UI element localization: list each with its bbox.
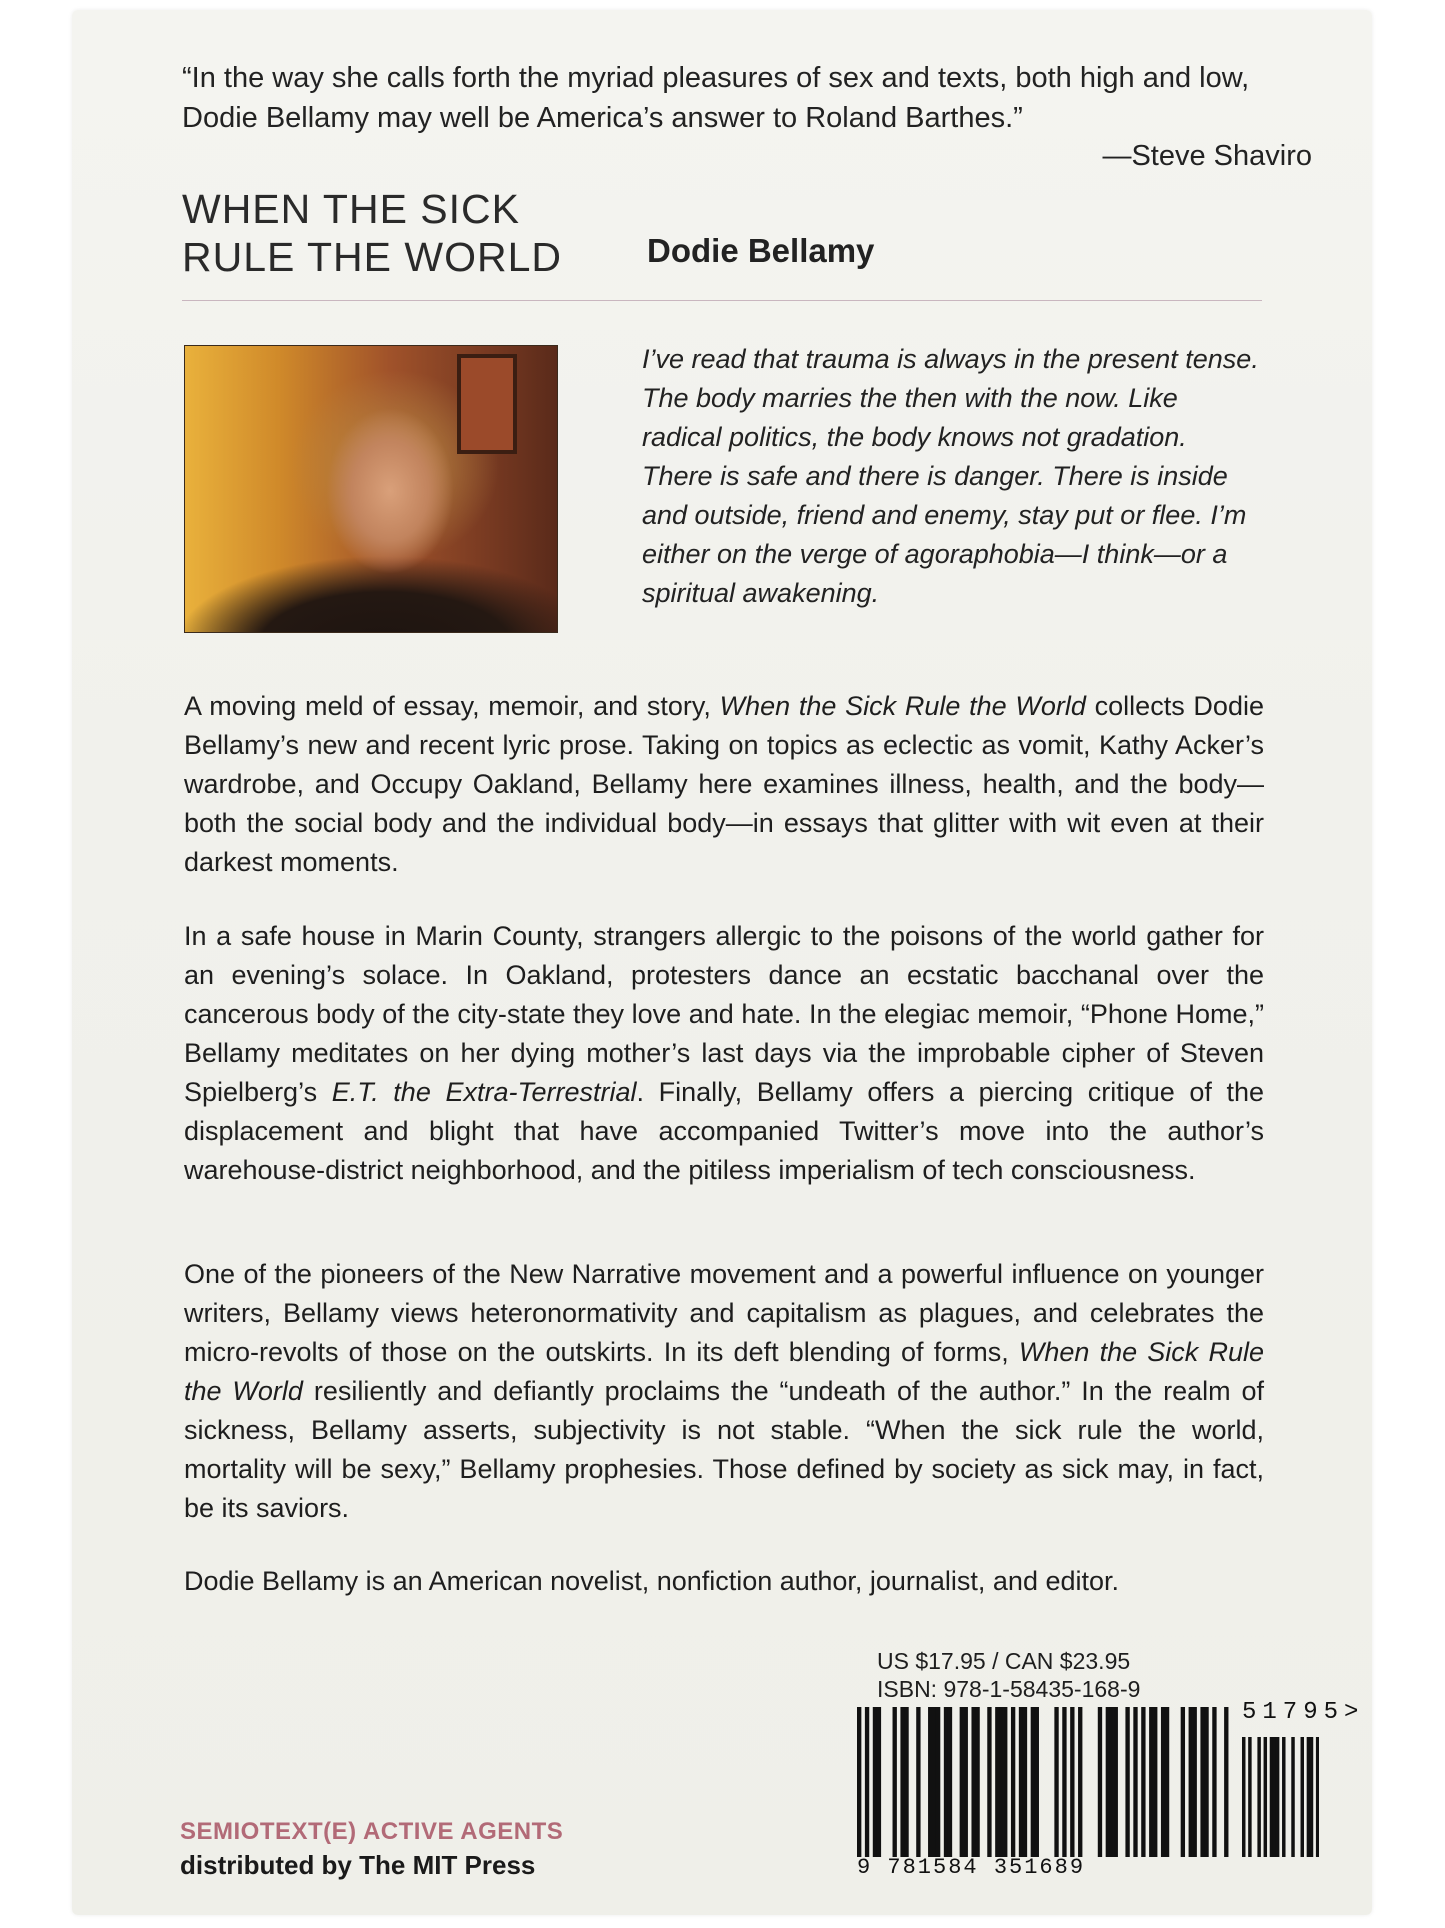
- barcode-main-bar: [1003, 1707, 1007, 1857]
- barcode-main-bar: [1110, 1707, 1114, 1857]
- barcode-main-bar: [975, 1707, 979, 1857]
- barcode-main-bar: [1098, 1707, 1102, 1857]
- distributor-line: distributed by The MIT Press: [180, 1850, 536, 1880]
- price-block: [877, 1647, 1140, 1703]
- barcode-main-bar: [1062, 1707, 1066, 1857]
- barcode-main-bar: [960, 1707, 964, 1857]
- description-paragraph-2: [184, 917, 1264, 1190]
- barcode-addon-bar: [1257, 1737, 1260, 1857]
- barcode-main-bar: [1165, 1707, 1169, 1857]
- barcode-main-bar: [857, 1707, 861, 1857]
- barcode-main-bar: [893, 1707, 897, 1857]
- author-name: Dodie Bellamy: [647, 232, 875, 269]
- barcode-main-bar: [971, 1707, 975, 1857]
- barcode-addon-bar: [1276, 1737, 1279, 1857]
- barcode-main-bar: [865, 1707, 869, 1857]
- p2-text-a: In a safe house in Marin County, strangers allergic to the poisons of the world gather for an evening’s solace. In Oakland, protesters dance an ecstatic bacchanal over the cancerous body of the city-state they love and hate. In the elegiac memoir, “Phone Home,” Bellamy meditates on her dying mother’s last days via the improbable cipher of Steven Spielberg’s: [184, 921, 1264, 1107]
- barcode-addon-bar: [1301, 1737, 1304, 1857]
- isbn-text: ISBN: 978-1-58435-168-9: [877, 1676, 1141, 1702]
- author-photo: [184, 345, 558, 633]
- barcode-main-bar: [1125, 1707, 1129, 1857]
- barcode-addon-bar: [1282, 1737, 1285, 1857]
- p1-text-a: A moving meld of essay, memoir, and story,: [184, 691, 720, 721]
- barcode-main-bar: [999, 1707, 1003, 1857]
- photo-background-frame: [457, 354, 517, 454]
- barcode-addon-bar: [1270, 1737, 1273, 1857]
- p1-book-title: When the Sick Rule the World: [719, 691, 1086, 721]
- barcode-addon-bar: [1264, 1737, 1267, 1857]
- barcode-main-bar: [1200, 1707, 1204, 1857]
- barcode-main-bar: [1078, 1707, 1082, 1857]
- p2-text-b: . Finally, Bellamy offers a piercing critique of the displacement and blight that have accompanied Twitter’s move into the author’s warehouse-district neighborhood, and the pitiless imperialism of tech consciousness.: [184, 1077, 1264, 1185]
- price-text: US $17.95 / CAN $23.95: [877, 1648, 1131, 1674]
- barcode-main-bar: [1181, 1707, 1185, 1857]
- excerpt-text: I’ve read that trauma is always in the present tense. The body marries the then with the now. Like radical politics, the body knows not gradation. There is safe and there is danger. There is inside and outside, friend and enemy, stay put or flee. I’m either on the verge of agoraphobia—I think—or a spiritual awakening.: [642, 344, 1259, 608]
- barcode-addon-bar: [1291, 1737, 1294, 1857]
- barcode-digits: 9 781584 351689: [857, 1855, 1086, 1880]
- book-title: [182, 185, 562, 281]
- barcode-main-bar: [1153, 1707, 1157, 1857]
- barcode-main-bar: [1019, 1707, 1023, 1857]
- barcode-main-bar: [932, 1707, 936, 1857]
- barcode-main-bar: [928, 1707, 932, 1857]
- barcode-main-bar: [948, 1707, 952, 1857]
- p3-book-title: When the Sick Rule the World: [184, 1337, 1265, 1406]
- isbn-barcode: [857, 1699, 1365, 1907]
- barcode-main-bar: [1031, 1707, 1035, 1857]
- barcode-main-bar: [1035, 1707, 1039, 1857]
- p3-text-b: resiliently and defiantly proclaims the “undeath of the author.” In the realm of sickness, Bellamy asserts, subjectivity is not stable. “When the sick rule the world, mortality will be sexy,” Bellamy prophesies. Those defined by society as sick may, in fact, be its saviors.: [184, 1376, 1264, 1523]
- barcode-addon-bar: [1242, 1737, 1245, 1857]
- barcode-main-bar: [944, 1707, 948, 1857]
- description-paragraph-1: [184, 687, 1264, 882]
- barcode-main-bar: [900, 1707, 904, 1857]
- barcode-main-bar: [936, 1707, 940, 1857]
- barcode-addon-bar: [1316, 1737, 1319, 1857]
- barcode-main-bar: [1189, 1707, 1193, 1857]
- p3-text-a: One of the pioneers of the New Narrative movement and a powerful influence on younger writers, Bellamy views heteronormativity and capitalism as plagues, and celebrates the micro-revolts of those on the outskirts. In its deft blending of forms,: [184, 1259, 1264, 1367]
- p2-film-title: E.T. the Extra-Terrestrial: [331, 1077, 637, 1107]
- barcode-addon-bar: [1307, 1737, 1310, 1857]
- author-bio: Dodie Bellamy is an American novelist, nonfiction author, journalist, and editor.: [184, 1566, 1120, 1596]
- barcode-bars: [857, 1707, 1319, 1857]
- barcode-addon-digits: 51795>: [1242, 1699, 1365, 1726]
- barcode-main-bar: [1023, 1707, 1027, 1857]
- barcode-main-bar: [1054, 1707, 1058, 1857]
- barcode-addon-bar: [1310, 1737, 1313, 1857]
- barcode-addon-bar: [1248, 1737, 1251, 1857]
- barcode-main-bar: [1193, 1707, 1197, 1857]
- barcode-main-bar: [995, 1707, 999, 1857]
- p1-text-b: collects Dodie Bellamy’s new and recent lyric prose. Taking on topics as eclectic as vomit, Kathy Acker’s wardrobe, and Occupy Oakland, Bellamy here examines illness, health, and the body—both the social body and the individual body—in essays that glitter with wit even at their darkest moments.: [184, 691, 1264, 877]
- barcode-main-bar: [873, 1707, 877, 1857]
- blurb-quote: “In the way she calls forth the myriad pleasures of sex and texts, both high and low, Dodie Bellamy may well be America’s answer to Roland Barthes.”: [182, 62, 1250, 134]
- barcode-addon-bar: [1273, 1737, 1276, 1857]
- barcode-main-bar: [1161, 1707, 1165, 1857]
- barcode-main-bar: [1149, 1707, 1153, 1857]
- barcode-main-bar: [1114, 1707, 1118, 1857]
- description-paragraph-3: [184, 1255, 1264, 1528]
- barcode-main-bar: [1141, 1707, 1145, 1857]
- barcode-main-bar: [1212, 1707, 1216, 1857]
- book-title-line-1: WHEN THE SICK: [182, 186, 520, 232]
- barcode-main-bar: [877, 1707, 881, 1857]
- barcode-main-bar: [1204, 1707, 1208, 1857]
- barcode-main-bar: [964, 1707, 968, 1857]
- divider-rule: [182, 300, 1262, 301]
- barcode-main-bar: [916, 1707, 920, 1857]
- barcode-main-bar: [1106, 1707, 1110, 1857]
- book-title-line-2: RULE THE WORLD: [182, 234, 563, 280]
- barcode-main-bar: [1011, 1707, 1015, 1857]
- barcode-main-bar: [904, 1707, 908, 1857]
- barcode-main-bar: [1133, 1707, 1137, 1857]
- blurb-attribution: —Steve Shaviro: [1102, 140, 1312, 172]
- book-back-cover: [72, 10, 1372, 1915]
- barcode-main-bar: [987, 1707, 991, 1857]
- publisher-imprint: SEMIOTEXT(E) ACTIVE AGENTS: [180, 1818, 564, 1845]
- barcode-main-bar: [1224, 1707, 1228, 1857]
- barcode-main-bar: [1070, 1707, 1074, 1857]
